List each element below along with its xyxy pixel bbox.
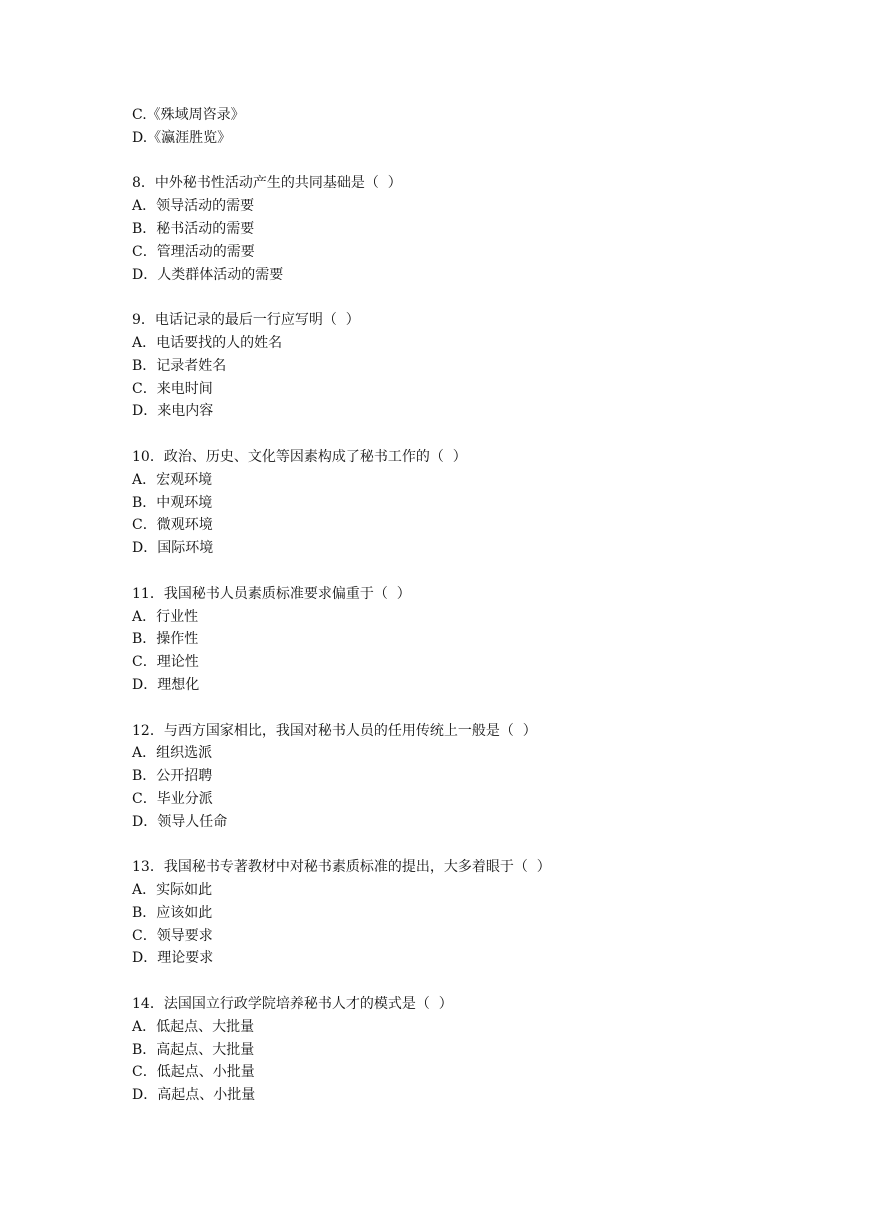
spacer	[132, 834, 772, 857]
option-line: B．操作性	[132, 631, 199, 648]
spacer	[132, 423, 772, 446]
option-line: A．宏观环境	[132, 471, 213, 488]
option-line: D．国际环境	[132, 540, 214, 557]
question-stem: 11．我国秘书人员素质标准要求偏重于（ ）	[132, 585, 411, 602]
option-line: C.《殊域周咨录》	[132, 107, 245, 123]
option-line: C．毕业分派	[132, 790, 213, 807]
question-stem: 10．政治、历史、文化等因素构成了秘书工作的（ ）	[132, 448, 467, 465]
option-line: D．人类群体活动的需要	[132, 266, 284, 283]
question-block	[132, 172, 772, 286]
option-line: D．理论要求	[132, 950, 214, 967]
option-line: B．公开招聘	[132, 768, 213, 785]
question-block	[132, 309, 772, 423]
question-block	[132, 446, 772, 560]
question-stem: 8．中外秘书性活动产生的共同基础是（ ）	[132, 175, 402, 192]
question-stem: 12．与西方国家相比，我国对秘书人员的任用传统上一般是（ ）	[132, 722, 537, 739]
question-block	[132, 993, 772, 1107]
option-line: C．领导要求	[132, 927, 213, 944]
option-line: A．实际如此	[132, 882, 213, 899]
option-line: B．秘书活动的需要	[132, 220, 255, 237]
question-block	[132, 856, 772, 970]
option-line: B．应该如此	[132, 904, 213, 921]
option-line: D．领导人任命	[132, 813, 228, 830]
spacer	[132, 286, 772, 309]
question-stem: 13．我国秘书专著教材中对秘书素质标准的提出，大多着眼于（ ）	[132, 859, 551, 876]
option-line: A．领导活动的需要	[132, 198, 255, 215]
spacer	[132, 970, 772, 993]
option-line: C．管理活动的需要	[132, 243, 255, 260]
option-line: C．来电时间	[132, 380, 213, 397]
option-line: B．中观环境	[132, 494, 213, 511]
option-line: C．低起点、小批量	[132, 1064, 255, 1081]
option-line: A．低起点、大批量	[132, 1018, 255, 1035]
option-line: C．理论性	[132, 654, 199, 671]
option-line: D．理想化	[132, 676, 200, 693]
option-line: A．电话要找的人的姓名	[132, 334, 283, 351]
spacer	[132, 150, 772, 173]
question-block	[132, 583, 772, 697]
option-line: D.《瀛涯胜览》	[132, 129, 232, 146]
spacer	[132, 560, 772, 583]
option-line: A．组织选派	[132, 745, 213, 762]
spacer	[132, 697, 772, 720]
question-block	[132, 720, 772, 834]
option-line: B．记录者姓名	[132, 357, 227, 374]
option-line: D．高起点、小批量	[132, 1087, 256, 1104]
document-page	[132, 104, 772, 1107]
option-line: D．来电内容	[132, 403, 214, 420]
option-line: C．微观环境	[132, 517, 213, 534]
option-line: B．高起点、大批量	[132, 1041, 255, 1058]
option-line: A．行业性	[132, 608, 199, 625]
question-stem: 14．法国国立行政学院培养秘书人才的模式是（ ）	[132, 996, 453, 1013]
question-stem: 9．电话记录的最后一行应写明（ ）	[132, 312, 360, 329]
